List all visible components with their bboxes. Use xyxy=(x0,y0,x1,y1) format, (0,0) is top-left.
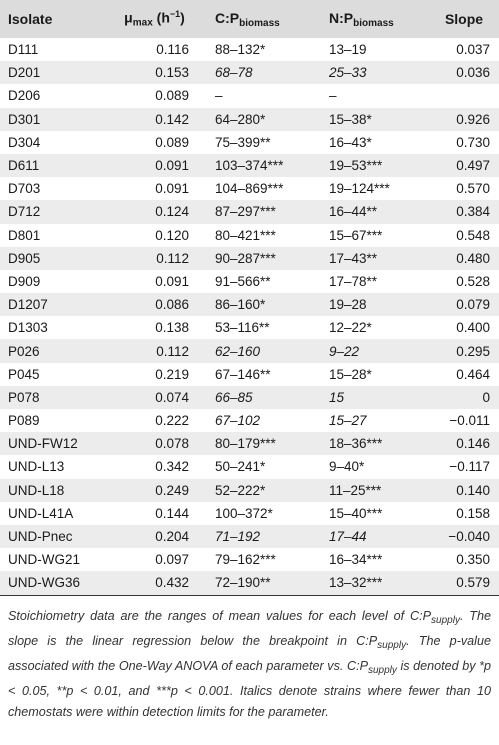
cell-mu-max: 0.091 xyxy=(155,158,189,174)
table-row xyxy=(0,316,499,339)
cell-isolate: D909 xyxy=(8,273,41,289)
cell-isolate: D801 xyxy=(8,227,41,243)
cell-isolate: UND-WG36 xyxy=(8,575,81,591)
cell-slope: 0.146 xyxy=(456,436,490,452)
table-row xyxy=(0,571,499,594)
cell-cp-biomass: – xyxy=(215,88,223,104)
cell-np-biomass: 13–32*** xyxy=(329,575,383,591)
cell-isolate: D703 xyxy=(8,181,41,197)
table-row xyxy=(0,409,499,432)
table-header xyxy=(0,0,499,38)
cell-np-biomass: 16–44** xyxy=(329,204,378,220)
cell-mu-max: 0.089 xyxy=(155,134,189,150)
table-row xyxy=(0,61,499,84)
cell-np-biomass: 15–67*** xyxy=(329,227,383,243)
cell-cp-biomass: 68–78 xyxy=(215,65,253,81)
table-row xyxy=(0,293,499,316)
cell-mu-max: 0.144 xyxy=(155,505,189,521)
cell-isolate: P026 xyxy=(8,343,40,359)
cell-np-biomass: 19–124*** xyxy=(329,181,390,197)
cell-mu-max: 0.142 xyxy=(155,111,189,127)
header-row xyxy=(0,0,499,38)
cell-np-biomass: 15–40*** xyxy=(329,505,383,521)
cell-np-biomass: 13–19 xyxy=(329,42,367,58)
footnote-sub-1: supply xyxy=(431,614,460,626)
cell-cp-biomass: 62–160 xyxy=(215,343,261,359)
table-row xyxy=(0,432,499,455)
footnote-part-3: . The p-value associated with the One-Way ANOVA of each parameter vs. C:P xyxy=(8,633,491,673)
cell-isolate: P045 xyxy=(8,366,40,382)
cell-mu-max: 0.097 xyxy=(155,552,189,568)
cell-mu-max: 0.116 xyxy=(156,42,189,58)
header-isolate xyxy=(0,0,112,38)
cell-mu-max: 0.112 xyxy=(156,343,189,359)
cell-cp-biomass: 103–374*** xyxy=(215,158,284,174)
cell-cp-biomass: 91–566** xyxy=(215,273,271,289)
table-row xyxy=(0,525,499,548)
cell-np-biomass: 19–53*** xyxy=(329,158,383,174)
footnote-part-2: . The slope is the linear regression below the breakpoint in C:P xyxy=(8,608,491,648)
cell-cp-biomass: 104–869*** xyxy=(215,181,284,197)
cell-cp-biomass: 53–116** xyxy=(215,320,270,336)
cell-mu-max: 0.249 xyxy=(155,482,189,498)
cell-cp-biomass: 75–399** xyxy=(215,134,271,150)
cell-slope: 0.480 xyxy=(456,250,490,266)
cell-cp-biomass: 87–297*** xyxy=(215,204,276,220)
cell-mu-max: 0.219 xyxy=(155,366,189,382)
cell-cp-biomass: 90–287*** xyxy=(215,250,276,266)
header-np-sub: biomass xyxy=(353,17,394,29)
cell-np-biomass: 19–28 xyxy=(329,297,367,313)
cell-isolate: P089 xyxy=(8,413,40,429)
header-slope-label: Slope xyxy=(444,11,484,27)
cell-isolate: UND-Pnec xyxy=(8,529,73,545)
header-np-biomass xyxy=(329,0,433,38)
cell-isolate: UND-WG21 xyxy=(8,552,81,568)
cell-isolate: P078 xyxy=(8,389,40,405)
cell-slope: 0.400 xyxy=(456,320,490,336)
cell-cp-biomass: 79–162*** xyxy=(215,552,276,568)
table-row xyxy=(0,247,499,270)
cell-cp-biomass: 86–160* xyxy=(215,297,266,313)
table-row xyxy=(0,479,499,502)
cell-mu-max: 0.091 xyxy=(155,273,189,289)
header-mu-unit-exponent: −1 xyxy=(169,9,181,20)
cell-slope: 0.350 xyxy=(456,552,490,568)
cell-slope: 0.037 xyxy=(456,42,490,58)
cell-np-biomass: 17–78** xyxy=(329,273,378,289)
cell-slope: 0.570 xyxy=(456,181,490,197)
cell-cp-biomass: 71–192 xyxy=(215,529,261,545)
cell-slope: 0.140 xyxy=(456,482,490,498)
cell-mu-max: 0.089 xyxy=(155,88,189,104)
cell-isolate: D905 xyxy=(8,250,41,266)
cell-slope: 0.036 xyxy=(456,65,490,81)
cell-mu-max: 0.091 xyxy=(155,181,189,197)
table-row xyxy=(0,38,499,61)
cell-cp-biomass: 88–132* xyxy=(215,42,266,58)
cell-np-biomass: 17–43** xyxy=(329,250,378,266)
cell-isolate: D206 xyxy=(8,88,41,104)
cell-np-biomass: 15–27 xyxy=(329,413,367,429)
cell-slope xyxy=(433,84,499,107)
header-mu-sub: max xyxy=(132,17,153,29)
table-row xyxy=(0,363,499,386)
table-row xyxy=(0,154,499,177)
cell-slope: −0.117 xyxy=(449,459,490,475)
table-row xyxy=(0,339,499,362)
cell-slope: 0.579 xyxy=(456,575,490,591)
cell-mu-max: 0.222 xyxy=(155,413,189,429)
cell-np-biomass: 9–22 xyxy=(329,343,360,359)
table-row xyxy=(0,270,499,293)
cell-isolate: D304 xyxy=(8,134,41,150)
cell-slope: 0.528 xyxy=(456,273,490,289)
cell-isolate: D1207 xyxy=(8,297,48,313)
cell-cp-biomass: 50–241* xyxy=(215,459,266,475)
cell-slope: 0.384 xyxy=(456,204,490,220)
cell-isolate: D111 xyxy=(8,42,39,58)
cell-cp-biomass: 64–280* xyxy=(215,111,266,127)
header-isolate-label: Isolate xyxy=(8,11,53,27)
cell-cp-biomass: 67–102 xyxy=(215,413,261,429)
cell-cp-biomass: 80–179*** xyxy=(215,436,276,452)
header-np-label: N:P xyxy=(329,9,354,26)
table-row xyxy=(0,131,499,154)
cell-cp-biomass: 72–190** xyxy=(215,575,271,591)
cell-cp-biomass: 52–222* xyxy=(215,482,266,498)
cell-slope: −0.011 xyxy=(449,413,490,429)
cell-mu-max: 0.204 xyxy=(155,529,189,545)
cell-cp-biomass: 66–85 xyxy=(215,389,253,405)
cell-isolate: UND-FW12 xyxy=(8,436,78,452)
table-row xyxy=(0,200,499,223)
cell-np-biomass: 15 xyxy=(329,389,345,405)
header-mu-max xyxy=(112,0,197,38)
cell-isolate: D712 xyxy=(8,204,41,220)
footnote-sub-3: supply xyxy=(367,664,397,676)
cell-np-biomass: – xyxy=(329,88,337,104)
cell-slope: −0.040 xyxy=(448,529,490,545)
table-row xyxy=(0,455,499,478)
header-mu-unit-close: ) xyxy=(180,9,185,26)
table-row xyxy=(0,548,499,571)
cell-np-biomass: 12–22* xyxy=(329,320,372,336)
cell-np-biomass: 25–33 xyxy=(329,65,367,81)
header-cp-biomass xyxy=(197,0,329,38)
cell-isolate: D1303 xyxy=(8,320,48,336)
table-footnote xyxy=(0,596,499,723)
cell-isolate: D301 xyxy=(8,111,41,127)
cell-mu-max: 0.112 xyxy=(156,250,189,266)
cell-np-biomass: 18–36*** xyxy=(329,436,383,452)
header-slope xyxy=(433,0,499,38)
cell-slope: 0.295 xyxy=(456,343,490,359)
cell-slope: 0.926 xyxy=(456,111,490,127)
cell-isolate: D201 xyxy=(8,65,41,81)
cell-isolate: UND-L41A xyxy=(8,505,74,521)
cell-isolate: UND-L13 xyxy=(8,459,65,475)
cell-isolate: UND-L18 xyxy=(8,482,65,498)
header-cp-sub: biomass xyxy=(239,17,280,29)
cell-mu-max: 0.086 xyxy=(155,297,189,313)
cell-mu-max: 0.120 xyxy=(155,227,189,243)
cell-np-biomass: 16–43* xyxy=(329,134,372,150)
cell-np-biomass: 15–38* xyxy=(329,111,372,127)
table-row xyxy=(0,84,499,107)
header-mu-symbol: μ xyxy=(124,9,133,26)
table-row xyxy=(0,177,499,200)
footnote-sub-2: supply xyxy=(377,639,407,651)
cell-np-biomass: 9–40* xyxy=(329,459,365,475)
table-body xyxy=(0,38,499,595)
cell-slope: 0 xyxy=(482,389,490,405)
cell-np-biomass: 11–25*** xyxy=(329,482,382,498)
table-row xyxy=(0,224,499,247)
cell-mu-max: 0.138 xyxy=(155,320,189,336)
cell-mu-max: 0.124 xyxy=(155,204,189,220)
cell-slope: 0.464 xyxy=(456,366,490,382)
footnote-part-4: is denoted by *p < 0.05, **p < 0.01, and ***p < 0.001. Italics denote strains where fewer than 10 chemostats were within detection limits for the parameter. xyxy=(8,658,491,719)
cell-mu-max: 0.153 xyxy=(155,65,189,81)
cell-mu-max: 0.074 xyxy=(155,389,189,405)
table-row xyxy=(0,108,499,131)
cell-slope: 0.079 xyxy=(456,297,490,313)
table-row xyxy=(0,386,499,409)
cell-cp-biomass: 80–421*** xyxy=(215,227,276,243)
cell-cp-biomass: 67–146** xyxy=(215,366,271,382)
cell-isolate: D611 xyxy=(8,158,40,174)
cell-slope: 0.730 xyxy=(456,134,490,150)
cell-slope: 0.158 xyxy=(456,505,490,521)
header-cp-label: C:P xyxy=(215,9,240,26)
cell-slope: 0.548 xyxy=(456,227,490,243)
cell-cp-biomass: 100–372* xyxy=(215,505,273,521)
footnote-part-1: Stoichiometry data are the ranges of mean values for each level of C:P xyxy=(8,608,432,623)
cell-np-biomass: 15–28* xyxy=(329,366,372,382)
cell-mu-max: 0.342 xyxy=(155,459,189,475)
cell-mu-max: 0.078 xyxy=(155,436,189,452)
cell-np-biomass: 17–44 xyxy=(329,529,367,545)
cell-slope: 0.497 xyxy=(456,158,490,174)
header-mu-unit: (h xyxy=(152,9,170,26)
cell-mu-max: 0.432 xyxy=(155,575,189,591)
table-row xyxy=(0,502,499,525)
cell-np-biomass: 16–34*** xyxy=(329,552,383,568)
